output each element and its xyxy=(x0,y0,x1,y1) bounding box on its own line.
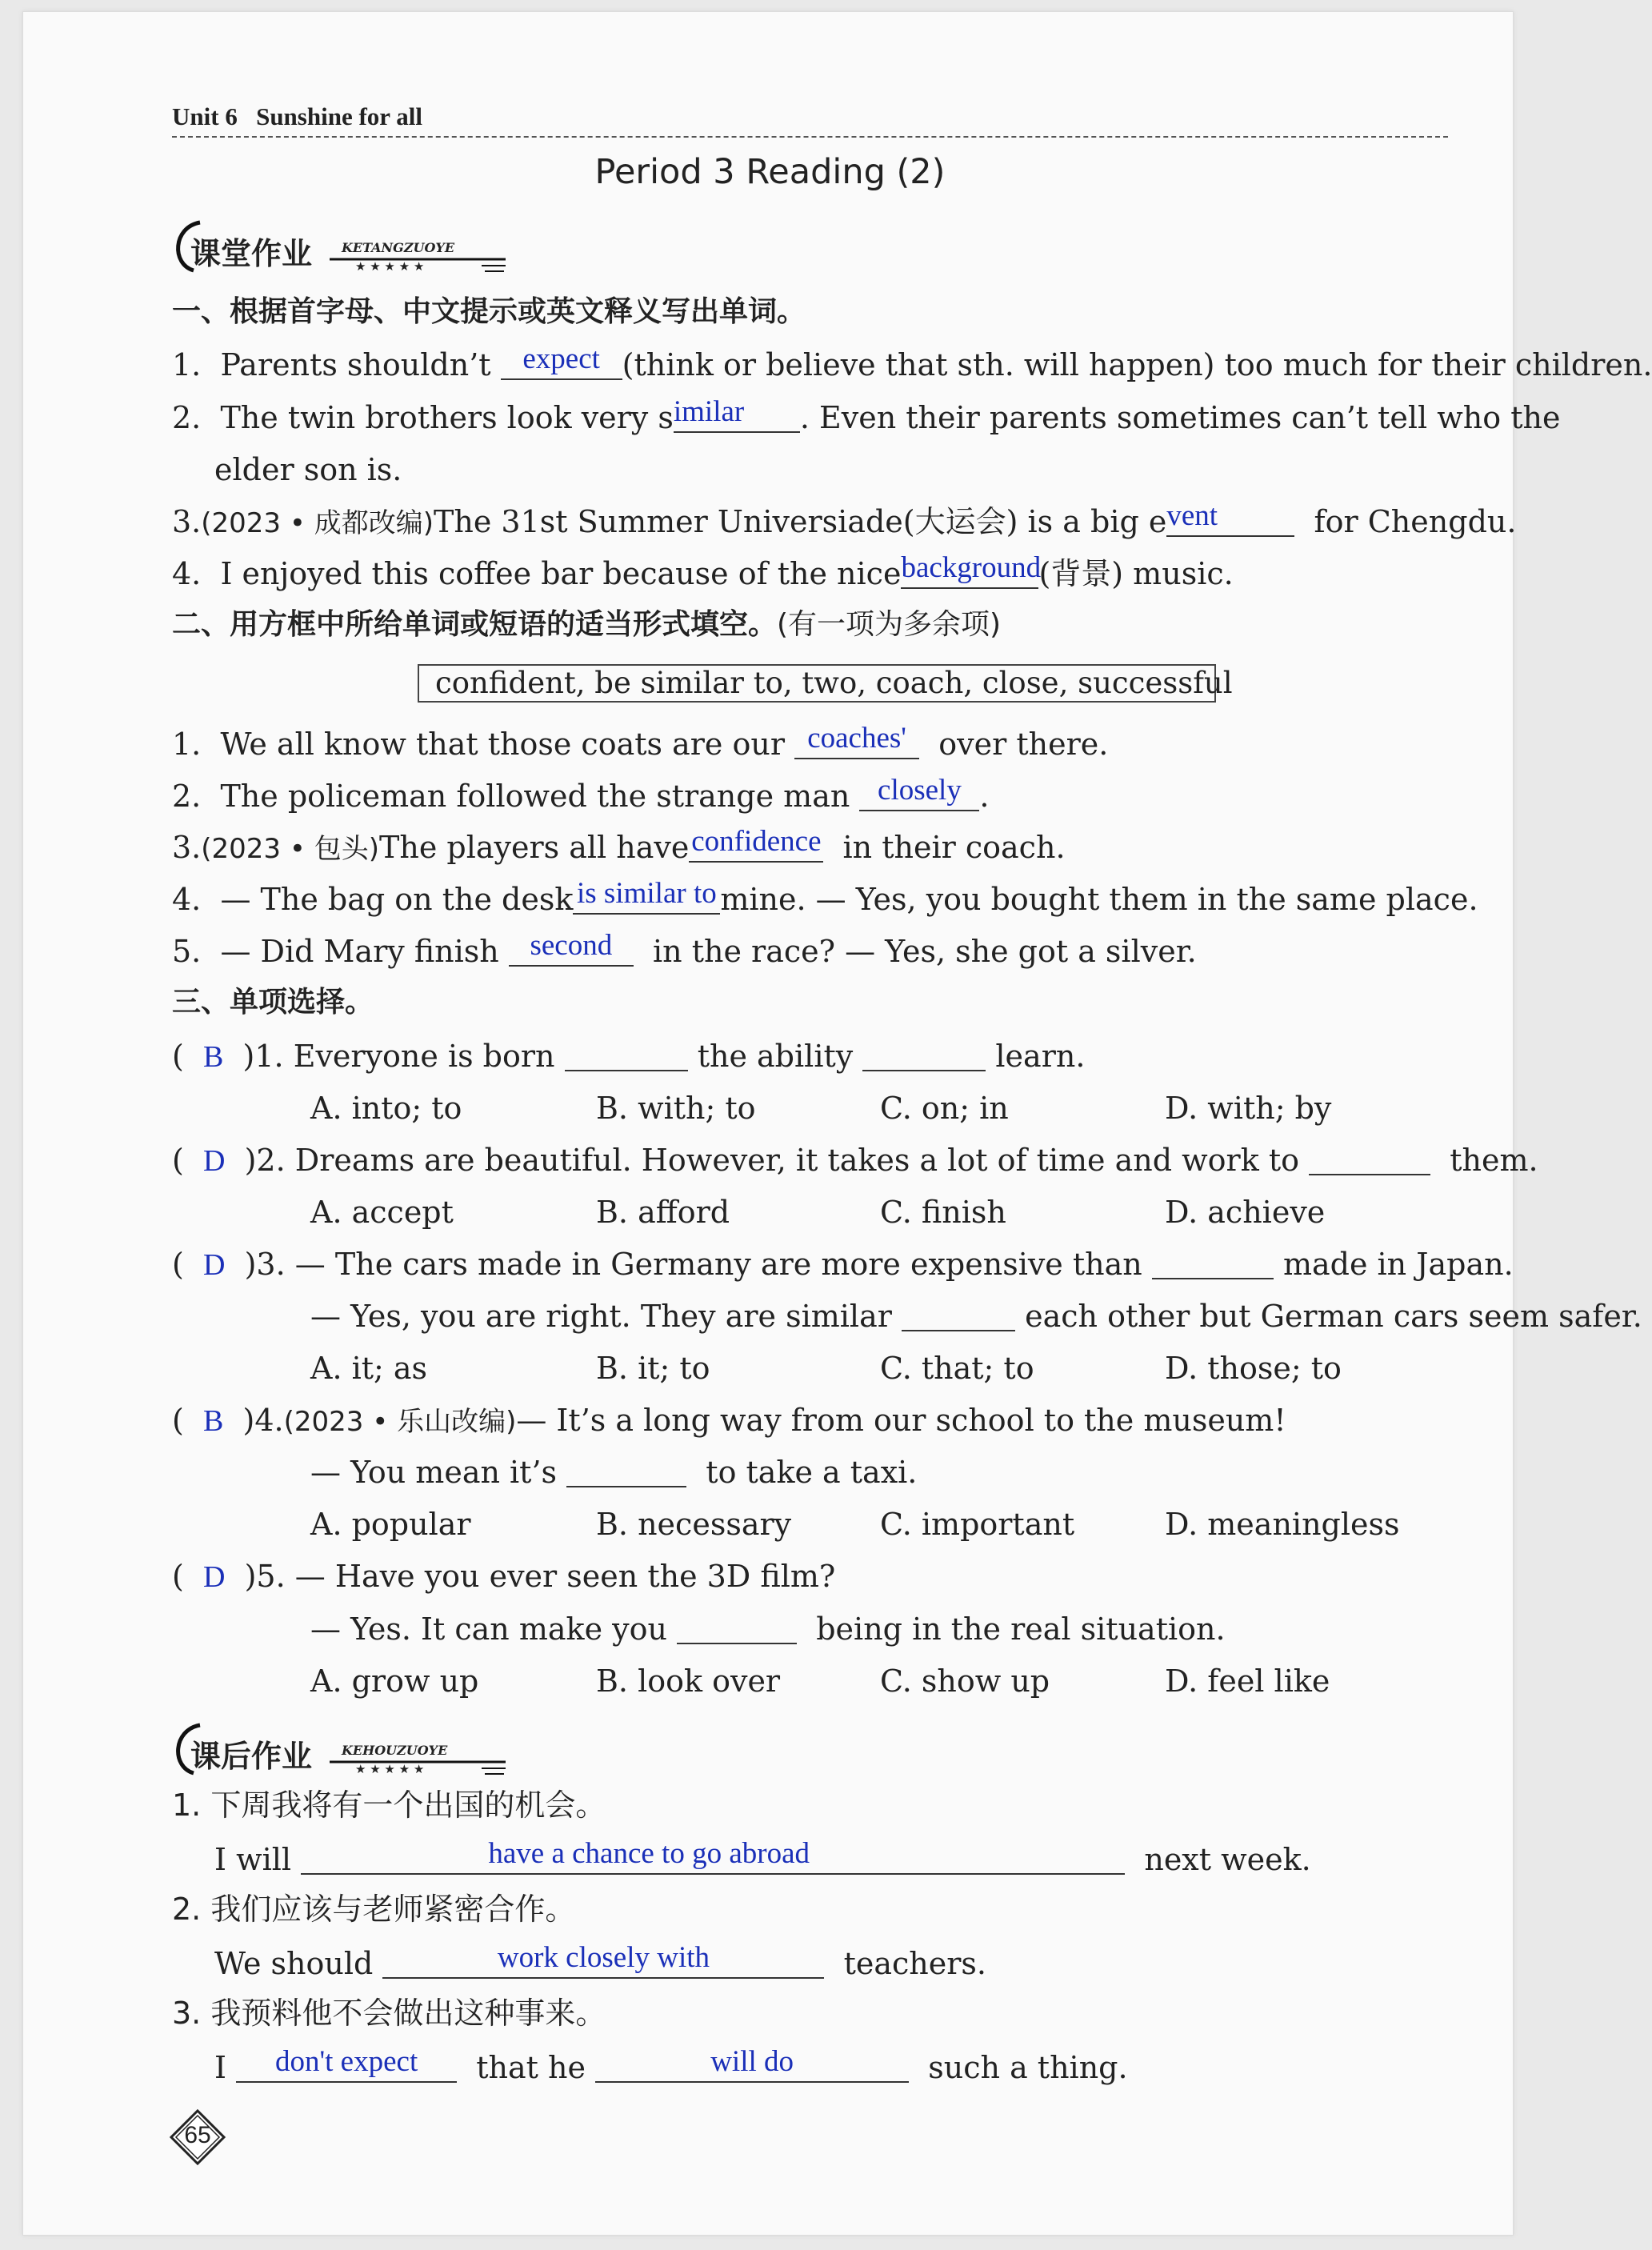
mc-answer[interactable]: B xyxy=(202,1040,224,1074)
option-c[interactable]: C. that; to xyxy=(880,1351,1034,1386)
hw-question-1-answer: I will have a chance to go abroad next week. xyxy=(214,1837,1311,1877)
mc-answer[interactable]: D xyxy=(202,1144,226,1178)
answer-blank[interactable]: have a chance to go abroad xyxy=(301,1844,1125,1875)
s2-question-3: 3.(2023 • 包头)The players all have confidence in their coach. xyxy=(172,825,1066,865)
homework-badge: 课后作业 KEHOUZUOYE ★ ★ ★ ★ ★ xyxy=(170,1719,506,1786)
option-d[interactable]: D. meaningless xyxy=(1165,1507,1400,1542)
option-d[interactable]: D. those; to xyxy=(1165,1351,1342,1386)
option-b[interactable]: B. necessary xyxy=(596,1507,792,1542)
option-b[interactable]: B. look over xyxy=(596,1663,781,1699)
option-d[interactable]: D. feel like xyxy=(1165,1663,1330,1699)
mc-question-5: ( D )5. — Have you ever seen the 3D film? xyxy=(172,1559,836,1594)
option-a[interactable]: A. popular xyxy=(310,1507,471,1542)
option-c[interactable]: C. important xyxy=(880,1507,1075,1542)
mc-answer[interactable]: D xyxy=(202,1248,226,1282)
answer-blank[interactable] xyxy=(677,1614,797,1644)
section2-heading: 二、用方框中所给单词或短语的适当形式填空。(有一项为多余项) xyxy=(172,608,1002,641)
option-c[interactable]: C. on; in xyxy=(880,1091,1009,1126)
option-b[interactable]: B. it; to xyxy=(596,1351,710,1386)
answer-blank[interactable] xyxy=(1309,1145,1430,1175)
classwork-badge: 课堂作业 KETANGZUOYE ★ ★ ★ ★ ★ xyxy=(170,216,506,283)
answer-blank[interactable] xyxy=(565,1041,688,1071)
hw-question-1-prompt: 1. 下周我将有一个出国的机会。 xyxy=(172,1788,606,1823)
word-box: confident, be similar to, two, coach, close, successful xyxy=(418,664,1216,703)
mc-question-4-reply: — You mean it’s to take a taxi. xyxy=(310,1455,918,1490)
answer-blank[interactable] xyxy=(1152,1249,1274,1279)
section3-heading: 三、单项选择。 xyxy=(172,986,374,1019)
hw-question-2-prompt: 2. 我们应该与老师紧密合作。 xyxy=(172,1892,576,1927)
answer-blank[interactable] xyxy=(566,1457,686,1487)
answer-blank[interactable]: second xyxy=(509,936,634,967)
option-a[interactable]: A. accept xyxy=(310,1195,454,1230)
mc-question-5-reply: — Yes. It can make you being in the real situation. xyxy=(310,1611,1226,1647)
mc-question-4: ( B )4.(2023 • 乐山改编)— It’s a long way from our school to the museum! xyxy=(172,1403,1286,1438)
header-divider xyxy=(172,136,1448,138)
option-c[interactable]: C. show up xyxy=(880,1663,1050,1699)
option-a[interactable]: A. grow up xyxy=(310,1663,479,1699)
s1-question-4: 4. I enjoyed this coffee bar because of the nice background (背景) music. xyxy=(172,551,1234,591)
unit-header: Unit 6 Sunshine for all xyxy=(172,102,422,130)
answer-blank[interactable]: will do xyxy=(595,2052,909,2083)
option-a[interactable]: A. into; to xyxy=(310,1091,462,1126)
s1-question-3: 3.(2023 • 成都改编)The 31st Summer Universiade(大运会) is a big e vent for Chengdu. xyxy=(172,499,1517,539)
mc-question-1: ( B )1. Everyone is born the ability learn. xyxy=(172,1039,1086,1074)
mc-answer[interactable]: D xyxy=(202,1560,226,1594)
answer-blank[interactable]: work closely with xyxy=(382,1948,824,1979)
s1-question-2-cont: elder son is. xyxy=(214,452,402,487)
mc-question-3-reply: — Yes, you are right. They are similar each other but German cars seem safer. xyxy=(310,1299,1642,1334)
mc-question-3: ( D )3. — The cars made in Germany are more expensive than made in Japan. xyxy=(172,1247,1514,1282)
answer-blank[interactable]: vent xyxy=(1166,506,1294,537)
option-d[interactable]: D. with; by xyxy=(1165,1091,1332,1126)
option-b[interactable]: B. afford xyxy=(596,1195,730,1230)
answer-blank[interactable]: imilar xyxy=(674,402,800,433)
option-b[interactable]: B. with; to xyxy=(596,1091,756,1126)
answer-blank[interactable]: coaches' xyxy=(794,729,919,759)
s2-question-1: 1. We all know that those coats are our coaches' over there. xyxy=(172,722,1109,762)
s2-question-5: 5. — Did Mary finish second in the race? — Yes, she got a silver. xyxy=(172,929,1197,969)
page-number-badge xyxy=(170,2109,226,2165)
hw-question-3-prompt: 3. 我预料他不会做出这种事来。 xyxy=(172,1996,606,2031)
answer-blank[interactable]: is similar to xyxy=(573,884,720,915)
s2-question-4: 4. — The bag on the desk is similar to mine. — Yes, you bought them in the same place. xyxy=(172,877,1478,917)
hw-question-3-answer: I don't expect that he will do such a thing. xyxy=(214,2045,1128,2085)
answer-blank[interactable]: confidence xyxy=(689,832,823,863)
page-number: 65 xyxy=(184,2122,211,2148)
answer-blank[interactable]: don't expect xyxy=(236,2052,457,2083)
answer-blank[interactable] xyxy=(902,1301,1015,1331)
option-d[interactable]: D. achieve xyxy=(1165,1195,1326,1230)
answer-blank[interactable]: background xyxy=(901,558,1038,589)
answer-blank[interactable] xyxy=(862,1041,986,1071)
section1-heading: 一、根据首字母、中文提示或英文释义写出单词。 xyxy=(172,295,806,328)
page-title: Period 3 Reading (2) xyxy=(594,152,946,192)
s1-question-2: 2. The twin brothers look very s imilar . Even their parents sometimes can’t tell who the xyxy=(172,395,1561,435)
s2-question-2: 2. The policeman followed the strange man closely . xyxy=(172,774,990,814)
mc-question-2: ( D )2. Dreams are beautiful. However, it takes a lot of time and work to them. xyxy=(172,1143,1538,1178)
hw-question-2-answer: We should work closely with teachers. xyxy=(214,1941,987,1981)
mc-answer[interactable]: B xyxy=(202,1404,224,1438)
s1-question-1: 1. Parents shouldn’t expect (think or believe that sth. will happen) too much for their children. xyxy=(172,342,1652,382)
option-c[interactable]: C. finish xyxy=(880,1195,1006,1230)
option-a[interactable]: A. it; as xyxy=(310,1351,428,1386)
answer-blank[interactable]: expect xyxy=(501,350,622,380)
answer-blank[interactable]: closely xyxy=(859,781,979,811)
